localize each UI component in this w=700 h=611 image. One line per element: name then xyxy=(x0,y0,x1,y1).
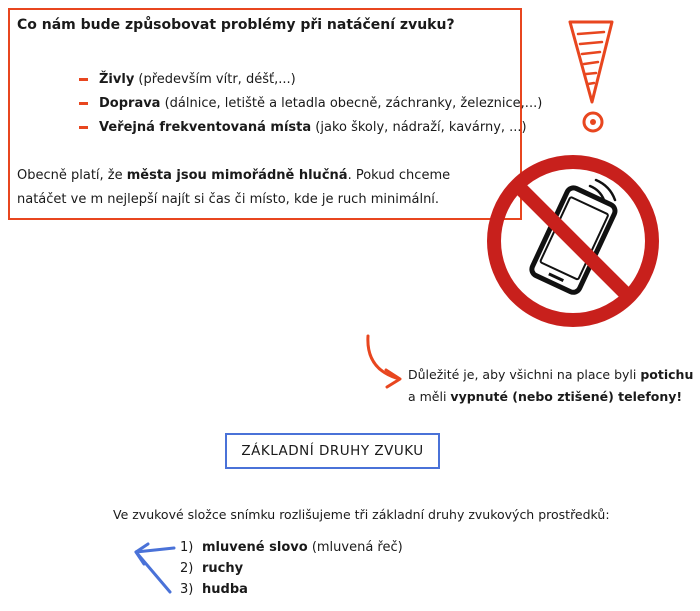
item-rest: (mluvená řeč) xyxy=(307,540,403,555)
list-item xyxy=(180,558,403,579)
item-bold: Živly xyxy=(99,72,135,87)
note-text: Důležité je, aby všichni na place byli xyxy=(408,367,641,382)
curved-arrow-icon xyxy=(360,332,408,392)
para-bold: města jsou mimořádně hlučná xyxy=(126,168,348,183)
list-item xyxy=(79,116,542,140)
list-item xyxy=(180,579,403,600)
section-title: ZÁKLADNÍ DRUHY ZVUKU xyxy=(225,433,440,469)
dash-icon xyxy=(79,78,88,81)
list-item xyxy=(79,92,542,116)
list-item xyxy=(180,537,403,558)
item-bold: Doprava xyxy=(99,96,161,111)
para-text-end: . Pokud chceme natáčet ve m nejlepší najít si čas či místo, kde je ruch minimální. xyxy=(17,168,451,207)
problems-list xyxy=(79,68,542,140)
important-note xyxy=(408,364,700,408)
no-phone-icon xyxy=(482,150,664,332)
note-bold: vypnuté (nebo ztišené) telefony! xyxy=(450,389,683,404)
item-number: 3) xyxy=(180,582,194,597)
list-item xyxy=(79,68,542,92)
item-bold: Veřejná frekventovaná místa xyxy=(99,120,312,135)
item-bold: mluvené slovo xyxy=(202,540,308,555)
intro-text: Ve zvukové složce snímku rozlišujeme tři základní druhy zvukových prostředků: xyxy=(113,507,610,522)
item-number: 2) xyxy=(180,561,194,576)
note-text: a měli xyxy=(408,389,451,404)
dash-icon xyxy=(79,102,88,105)
dash-icon xyxy=(79,126,88,129)
item-bold: hudba xyxy=(202,582,248,597)
note-bold: potichu xyxy=(640,367,694,382)
pointer-arrow-icon xyxy=(130,538,176,598)
item-bold: ruchy xyxy=(202,561,244,576)
item-number: 1) xyxy=(180,540,194,555)
para-text: Obecně platí, že xyxy=(17,168,127,183)
problems-paragraph xyxy=(17,164,497,212)
problems-title: Co nám bude způsobovat problémy při natáčení zvuku? xyxy=(17,17,455,33)
item-rest: (dálnice, letiště a letadla obecně, záchranky, železnice,...) xyxy=(160,96,543,111)
item-rest: (především vítr, déšť,...) xyxy=(134,72,296,87)
exclamation-icon xyxy=(566,18,616,136)
item-rest: (jako školy, nádraží, kavárny, ...) xyxy=(311,120,527,135)
sound-types-list xyxy=(180,537,403,600)
